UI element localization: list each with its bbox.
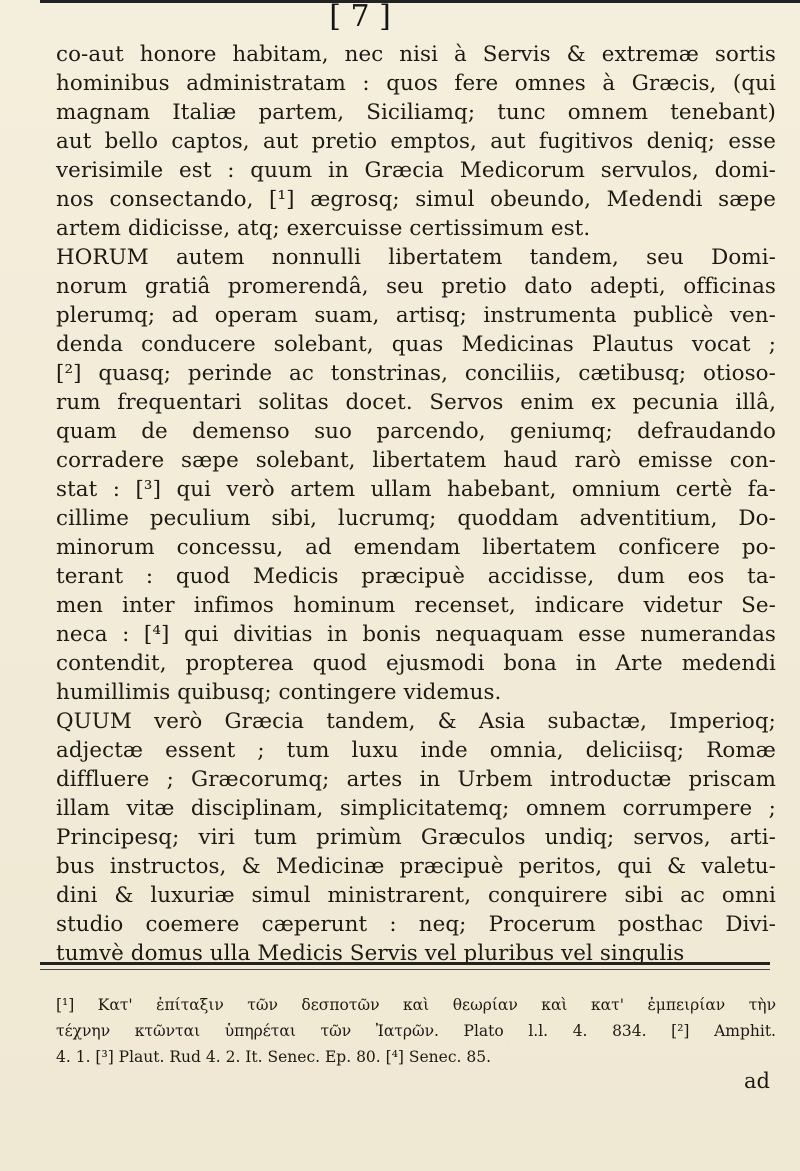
- footnote-rule-thin: [40, 969, 770, 970]
- page-number: [ 7 ]: [329, 0, 391, 34]
- header-rule: [40, 0, 800, 9]
- footnote-line: [¹] Κατ' ἐπίταξιν τῶν δεσποτῶν καὶ θεωρίαν καὶ κατ' ἐμπειρίαν τὴν: [56, 996, 776, 1014]
- text-line: Principesq; viri tum primùm Græculos undiq; servos, arti-: [56, 825, 776, 850]
- text-line: illam vitæ disciplinam, simplicitatemq; omnem corrumpere ;: [56, 796, 776, 821]
- text-line: bus instructos, & Medicinæ præcipuè peritos, qui & valetu-: [56, 854, 776, 879]
- text-line: hominibus administratam : quos fere omnes à Græcis, (qui: [56, 71, 776, 96]
- footnote-line: τέχνην κτῶνται ὑπηρέται τῶν Ἰατρῶν. Plato l.l. 4. 834. [²] Amphit.: [56, 1022, 776, 1040]
- text-line: norum gratiâ promerendâ, seu pretio dato adepti, officinas: [56, 274, 776, 299]
- footnote-line: 4. 1. [³] Plaut. Rud 4. 2. It. Senec. Ep. 80. [⁴] Senec. 85.: [56, 1048, 492, 1066]
- text-line: artem didicisse, atq; exercuisse certissimum est.: [56, 216, 591, 241]
- text-line: nos consectando, [¹] ægrosq; simul obeundo, Medendi sæpe: [56, 187, 776, 212]
- text-line: men inter infimos hominum recenset, indicare videtur Se-: [56, 593, 776, 618]
- text-line: diffluere ; Græcorumq; artes in Urbem introductæ priscam: [56, 767, 776, 792]
- text-line: terant : quod Medicis præcipuè accidisse, dum eos ta-: [56, 564, 776, 589]
- footnote-rule: [40, 962, 770, 965]
- text-line: plerumq; ad operam suam, artisq; instrumenta publicè ven-: [56, 303, 776, 328]
- catchword: ad: [744, 1069, 770, 1093]
- text-line: QUUM verò Græcia tandem, & Asia subactæ, Imperioq;: [56, 709, 776, 734]
- text-line: neca : [⁴] qui divitias in bonis nequaquam esse numerandas: [56, 622, 776, 647]
- text-line: adjectæ essent ; tum luxu inde omnia, deliciisq; Romæ: [56, 738, 776, 763]
- text-line: cillime peculium sibi, lucrumq; quoddam adventitium, Do-: [56, 506, 776, 531]
- text-line: minorum concessu, ad emendam libertatem conficere po-: [56, 535, 776, 560]
- text-line: co-aut honore habitam, nec nisi à Servis & extremæ sortis: [56, 42, 776, 67]
- text-line: humillimis quibusq; contingere videmus.: [56, 680, 502, 705]
- text-line: [²] quasq; perinde ac tonstrinas, conciliis, cætibusq; otioso-: [56, 361, 776, 386]
- text-line: tumvè domus ulla Medicis Servis vel pluribus vel singulis: [56, 941, 685, 966]
- text-line: studio coemere cæperunt : neq; Procerum posthac Divi-: [56, 912, 776, 937]
- text-line: contendit, propterea quod ejusmodi bona in Arte medendi: [56, 651, 776, 676]
- text-line: rum frequentari solitas docet. Servos enim ex pecunia illâ,: [56, 390, 776, 415]
- text-line: denda conducere solebant, quas Medicinas Plautus vocat ;: [56, 332, 776, 357]
- text-line: quam de demenso suo parcendo, geniumq; defraudando: [56, 419, 776, 444]
- text-line: HORUM autem nonnulli libertatem tandem, seu Domi-: [56, 245, 776, 270]
- text-line: dini & luxuriæ simul ministrarent, conquirere sibi ac omni: [56, 883, 776, 908]
- text-line: magnam Italiæ partem, Siciliamq; tunc omnem tenebant): [56, 100, 776, 125]
- text-line: stat : [³] qui verò artem ullam habebant, omnium certè fa-: [56, 477, 776, 502]
- text-line: corradere sæpe solebant, libertatem haud rarò emisse con-: [56, 448, 776, 473]
- text-line: verisimile est : quum in Græcia Medicorum servulos, domi-: [56, 158, 776, 183]
- body-text: [56, 40, 776, 968]
- text-line: aut bello captos, aut pretio emptos, aut fugitivos deniq; esse: [56, 129, 776, 154]
- footnotes: [56, 992, 776, 1070]
